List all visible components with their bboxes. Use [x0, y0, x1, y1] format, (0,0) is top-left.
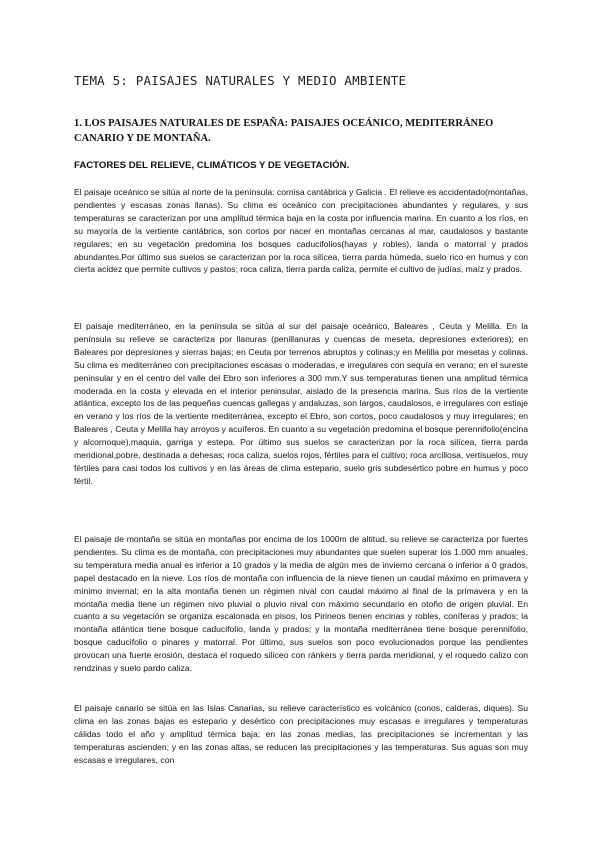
paragraph-canary: El paisaje canario se sitúa en las Islas Canarias, su relieve característico es volcánico (conos, calderas, diques). Su clima en las zonas bajas es estepario y desértico con precipitaciones muy escasas e irregulares y temperaturas cálidas todo el año y amplitud térmica baja; en las zonas medias, las precipitaciones se incrementan y las temperaturas ascienden; y en las zonas altas, se reducen las precipitaciones y las temperaturas. Sus aguas son muy escasas e irregulares, con	[74, 703, 528, 765]
subheading: FACTORES DEL RELIEVE, CLIMÁTICOS Y DE VEGETACIÓN.	[74, 160, 350, 171]
paragraph-mediterranean: El paisaje mediterráneo, en la península se sitúa al sur del paisaje oceánico, Baleares , Ceuta y Melilla. En la península su relieve se caracteriza por llanuras (penillanuras y cuencas de meseta, depresiones exteriores); en Baleares por depresiones y sierras bajas; en Ceuta por terrenos abruptos y colinas;y en Melilla por mesetas y colinas. Su clima es mediterráneo con precipitaciones escasas o moderadas, e irregulares con sequía en verano; en el sureste peninsular y en el centro del valle del Ebro son inferiores a 300 mm.Y sus temperaturas tienen una amplitud térmica moderada en la costa y elevada en el interior peninsular, aislado de la presencia marina. Sus ríos de la vertiente atlántica, excepto los de las pequeñas cuencas gallegas y andaluzas, son largos, caudalosos, e irregulares con estiaje en verano y los ríos de la vertiente mediterránea, excepto el Ebro, son cortos, poco caudalosos y muy irregulares; en Baleares , Ceuta y Melilla hay arroyos y acuíferos. En cuanto a su vegetación predomina el bosque perennifolio(encina y alcornoque),maquia, garriga y estepa. Por último sus suelos se caracterizan por la roca silícea, tierra parda meridional,pobre, destinada a dehesas; roca caliza, suelos rojos, fértiles para el cultivo; roca arcillosa, vertisuelos, muy fértiles para casi todos los cultivos y en las áreas de clima estepario, suelo gris subdesértico pobre en humus y poco fértil.	[74, 321, 528, 486]
document-title: TEMA 5: PAISAJES NATURALES Y MEDIO AMBIENTE	[74, 73, 407, 88]
paragraph-oceanic: El paisaje oceánico se sitúa al norte de la península: cornisa cantábrica y Galicia . El relieve es accidentado(montañas, pendientes y escasas zonas llanas). Su clima es oceánico con precipitaciones abundantes y regulares, y sus temperaturas se caracterizan por una amplitud térmica baja en la costa por influencia marina. En cuanto a los ríos, en su mayoría de la vertiente cantábrica, son cortos por nacer en montañas cercanas al mar, caudalosos y bastante regulares; en su vegetación predomina los bosques caducifolios(hayas y robles), landa o matorral y prados abundantes.Por último sus suelos se caracterizan por la roca silícea, tierra parda húmeda, suelo rico en humus y con cierta acidez que permite cultivos y pastos; roca caliza, tierra parda caliza, permite el cultivo de judías, maíz y prados.	[74, 187, 528, 275]
paragraph-mountain: El paisaje de montaña se sitúa en montañas por encima de los 1000m de altitud, su relieve se caracteriza por fuertes pendientes. Su clima es de montaña, con precipitaciones muy abundantes que suelen superar los 1.000 mm anuales, su temperatura media anual es inferior a 10 grados y la media de algún mes de invierno cercana o inferior a 0 grados, papel destacado en la nieve. Los ríos de montaña con influencia de la nieve tienen un caudal máximo en primavera y mínimo invernal; en la alta montaña tienen un régimen nival con caudal máximo al final de la primavera y en la montaña media tiene un régimen nivo pluvial o pluvio nival con máximo secundario en otoño de origen pluvial. En cuanto a su vegetación se organiza escalonada en pisos, los Pirineos tienen encinas y robles, coníferas y prados; la montaña atlántica tiene bosque caducifolio, landa y prados; y la montaña mediterránea tiene bosque perennifolio, bosque caducifolio o pinares y matorral. Por último, sus suelos son poco evolucionados porque las pendientes provocan una fuerte erosión, destaca el roquedo silíceo con ránkers y tierra parda meridional, y el roquedo calizo con rendzinas y suelo pardo caliza.	[74, 534, 528, 674]
section-heading: 1. LOS PAISAJES NATURALES DE ESPAÑA: PAISAJES OCEÁNICO, MEDITERRÁNEO CANARIO Y DE MONTAÑA.	[74, 118, 494, 144]
